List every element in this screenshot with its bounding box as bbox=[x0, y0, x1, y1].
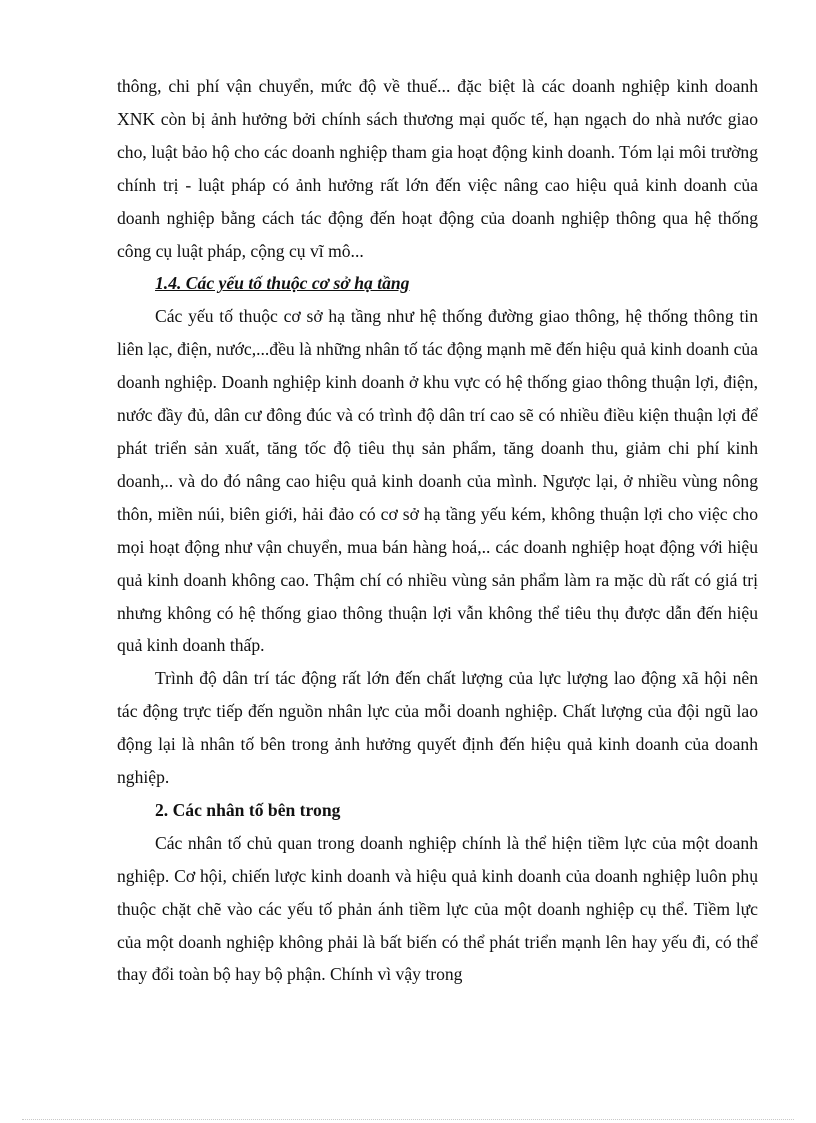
paragraph-education-level: Trình độ dân trí tác động rất lớn đến chất lượng của lực lượng lao động xã hội nên tác động trực tiếp đến nguồn nhân lực của mỗi doanh nghiệp. Chất lượng của đội ngũ lao động lại là nhân tố bên trong ảnh hưởng quyết định đến hiệu quả kinh doanh của doanh nghiệp. bbox=[117, 668, 758, 788]
document-body bbox=[117, 70, 758, 991]
section-heading-internal-factors: 2. Các nhân tố bên trong bbox=[155, 799, 341, 820]
page-bottom-divider bbox=[22, 1119, 794, 1120]
paragraph-infrastructure-factors: Các yếu tố thuộc cơ sở hạ tầng như hệ thống đường giao thông, hệ thống thông tin liên lạc, điện, nước,...đều là những nhân tố tác động mạnh mẽ đến hiệu quả kinh doanh của doanh nghiệp. Doanh nghiệp kinh doanh ở khu vực có hệ thống giao thông thuận lợi, điện, nước đầy đủ, dân cư đông đúc và có trình độ dân trí cao sẽ có nhiều điều kiện thuận lợi để phát triển sản xuất, tăng tốc độ tiêu thụ sản phẩm, tăng doanh thu, giảm chi phí kinh doanh,.. và do đó nâng cao hiệu quả kinh doanh của mình. Ngược lại, ở nhiều vùng nông thôn, miền núi, biên giới, hải đảo có cơ sở hạ tầng yếu kém, không thuận lợi cho việc cho mọi hoạt động như vận chuyển, mua bán hàng hoá,.. các doanh nghiệp hoạt động với hiệu quả kinh doanh không cao. Thậm chí có nhiều vùng sản phẩm làm ra mặc dù rất có giá trị nhưng không có hệ thống giao thông thuận lợi vẫn không thể tiêu thụ được dẫn đến hiệu quả kinh doanh thấp. bbox=[117, 306, 758, 656]
section-heading-infrastructure: 1.4. Các yếu tố thuộc cơ sở hạ tầng bbox=[155, 273, 410, 294]
paragraph-political-legal-conclusion: thông, chi phí vận chuyển, mức độ về thuế... đặc biệt là các doanh nghiệp kinh doanh XNK còn bị ảnh hưởng bởi chính sách thương mại quốc tế, hạn ngạch do nhà nước giao cho, luật bảo hộ cho các doanh nghiệp tham gia hoạt động kinh doanh. Tóm lại môi trường chính trị - luật pháp có ảnh hưởng rất lớn đến việc nâng cao hiệu quả kinh doanh của doanh nghiệp bằng cách tác động đến hoạt động của doanh nghiệp thông qua hệ thống công cụ luật pháp, cộng cụ vĩ mô... bbox=[117, 76, 758, 261]
paragraph-internal-factors: Các nhân tố chủ quan trong doanh nghiệp chính là thể hiện tiềm lực của một doanh nghiệp. Cơ hội, chiến lược kinh doanh và hiệu quả kinh doanh của doanh nghiệp luôn phụ thuộc chặt chẽ vào các yếu tố phản ánh tiềm lực của một doanh nghiệp cụ thể. Tiềm lực của một doanh nghiệp không phải là bất biến có thể phát triển mạnh lên hay yếu đi, có thể thay đổi toàn bộ hay bộ phận. Chính vì vậy trong bbox=[117, 832, 758, 985]
